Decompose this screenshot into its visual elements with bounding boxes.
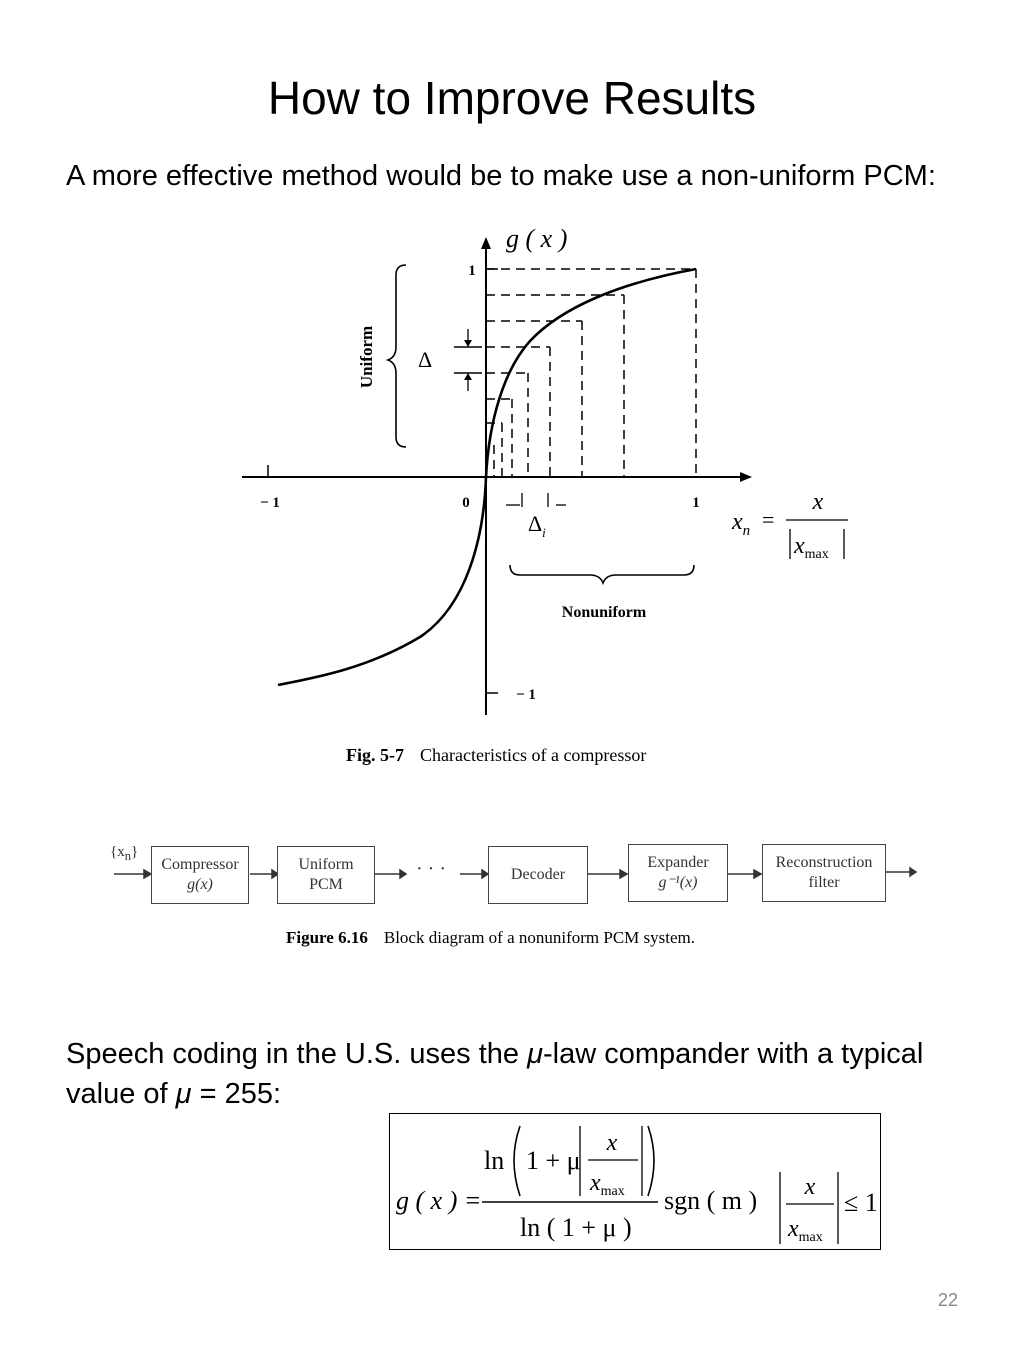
decoder-block (488, 846, 588, 904)
mu-law-formula-box (389, 1113, 881, 1250)
compressor-curve-negative (278, 477, 486, 685)
expander-block-line2: g⁻¹(x) (658, 874, 698, 891)
formula-denominator: ln ( 1 + μ ) (520, 1213, 632, 1242)
condition-rhs: ≤ 1 (844, 1188, 878, 1217)
tick-label-one-y: 1 (468, 263, 476, 279)
xn-numerator: x (812, 489, 824, 515)
compressor-block (151, 846, 249, 904)
formula-xmax: $x_{max}$ (590, 1170, 625, 1199)
reconstruction-filter-block (762, 844, 886, 902)
formula-sgn: sgn ( m ) (664, 1186, 758, 1215)
decoder-block-line1: Decoder (510, 866, 566, 883)
compressor-caption-text: Characteristics of a compressor (420, 745, 647, 765)
slide-title: How to Improve Results (267, 72, 757, 124)
xn-denominator: $x_{max}$ (794, 533, 829, 562)
condition-x: x (804, 1174, 816, 1200)
block-diagram-caption-label: Figure 6.16 (286, 928, 368, 947)
formula-ln: ln (484, 1146, 505, 1175)
reconstruction-block-line1: Reconstruction (775, 854, 873, 871)
compressor-figure (200, 215, 880, 735)
mu-law-formula (390, 1114, 880, 1249)
xn-lhs: $x_n$ (732, 509, 751, 539)
compressor-caption-label: Fig. 5-7 (346, 745, 404, 765)
y-axis-arrow (481, 237, 491, 249)
reconstruction-block-line2: filter (808, 874, 840, 891)
gx-label: g ( x ) (506, 224, 568, 253)
page-number: 22 (937, 1290, 958, 1310)
tick-label-neg1-y: − 1 (516, 687, 536, 703)
nonuniform-label: Nonuniform (561, 604, 647, 621)
condition-xmax: $x_{max}$ (788, 1216, 823, 1245)
uniform-pcm-block-line2: PCM (309, 876, 343, 893)
tick-label-zero: 0 (462, 495, 470, 511)
compressor-caption (346, 745, 646, 766)
formula-x: x (606, 1130, 618, 1156)
intro-paragraph: A more effective method would be to make use a non-uniform PCM: (66, 160, 936, 192)
uniform-label: Uniform (357, 325, 376, 389)
uniform-pcm-block (277, 846, 375, 904)
input-label: $\{x_n\}$ (110, 844, 139, 863)
x-axis-arrow (740, 472, 752, 482)
uniform-pcm-block-line1: Uniform (298, 856, 354, 873)
compressor-block-line2: g(x) (187, 876, 213, 893)
expander-block-line1: Expander (647, 854, 709, 871)
delta-i-label: $\Delta_i$ (528, 511, 546, 540)
formula-one-plus-mu: 1 + μ (526, 1146, 581, 1175)
tick-label-one-x: 1 (692, 495, 700, 511)
formula-lhs: g ( x ) = (396, 1186, 482, 1215)
block-diagram-caption (286, 928, 695, 948)
delta-label: Δ (418, 347, 433, 372)
horizontal-guides (486, 269, 696, 423)
expander-block (628, 844, 728, 902)
nonuniform-brace (510, 565, 694, 583)
uniform-brace (388, 265, 406, 447)
xn-equals: = (762, 507, 775, 532)
tick-label-neg1-x: − 1 (260, 495, 280, 511)
block-diagram-caption-text: Block diagram of a nonuniform PCM system. (383, 928, 696, 947)
compressor-block-line1: Compressor (161, 856, 239, 873)
speech-paragraph: Speech coding in the U.S. uses the μ-law compander with a typical value of μ = 255: (66, 1038, 924, 1110)
ellipsis: · · · (416, 858, 446, 880)
